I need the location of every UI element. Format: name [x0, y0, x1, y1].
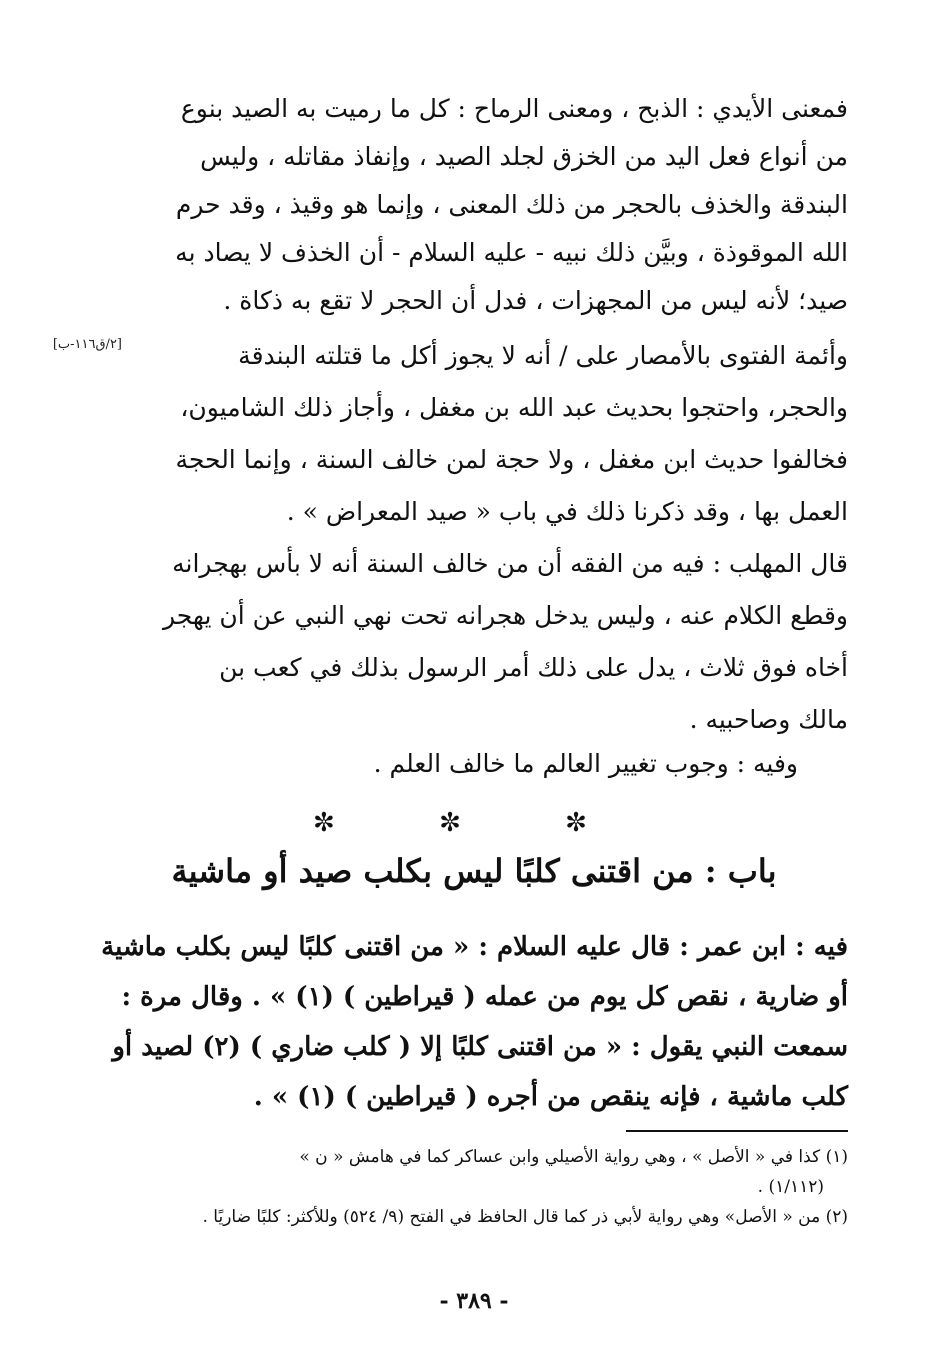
- footnote-2: (٢) من « الأصل» وهي رواية لأبي ذر كما قال الحافظ في الفتح (٩/ ٥٢٤) وللأكثر: كلبًا ضاريًا .: [202, 1207, 848, 1227]
- page-number: - ٣٨٩ -: [439, 1288, 509, 1314]
- paragraph-hunting-meaning: [128, 85, 848, 325]
- section-separator-stars: ✼ ✼ ✼: [313, 808, 635, 838]
- text-line: أو ضارية ، نقص كل يوم من عمله ( قيراطين ) (١) » . وقال مرة :: [121, 982, 848, 1012]
- text-line: أخاه فوق ثلاث ، يدل على ذلك أمر الرسول بذلك في كعب بن: [219, 653, 848, 682]
- text-line: وفيه : وجوب تغيير العالم ما خالف العلم .: [373, 749, 798, 778]
- text-line: فيه : ابن عمر : قال عليه السلام : « من اقتنى كلبًا ليس بكلب ماشية: [101, 932, 848, 962]
- text-line: الله الموقوذة ، وبيَّن ذلك نبيه - عليه السلام - أن الخذف لا يصاد به: [175, 238, 848, 267]
- text-line: سمعت النبي يقول : « من اقتنى كلبًا إلا ( كلب ضاري ) (٢) لصيد أو: [112, 1032, 848, 1062]
- text-line: البندقة والخذف بالحجر من ذلك المعنى ، وإنما هو وقيذ ، وقد حرم: [175, 190, 848, 219]
- text-line: وقطع الكلام عنه ، وليس يدخل هجرانه تحت نهي النبي عن أن يهجر: [162, 601, 848, 630]
- footnote-divider: [626, 1130, 848, 1132]
- text-line: مالك وصاحبيه .: [689, 705, 848, 734]
- text-line: وأئمة الفتوى بالأمصار على / أنه لا يجوز أكل ما قتلته البندقة: [238, 341, 848, 370]
- hadith-text: [101, 922, 848, 1122]
- paragraph-muhallab: [128, 538, 848, 746]
- text-line: قال المهلب : فيه من الفقه أن من خالف السنة أنه لا بأس بهجرانه: [172, 549, 848, 578]
- text-line: من أنواع فعل اليد من الخزق لجلد الصيد ، وإنفاذ مقاتله ، وليس: [200, 142, 848, 171]
- footnote-1-continuation: (١/١١٢) .: [757, 1177, 824, 1197]
- text-line: والحجر، واحتجوا بحديث عبد الله بن مغفل ، وأجاز ذلك الشاميون،: [180, 393, 848, 422]
- text-line: كلب ماشية ، فإنه ينقص من أجره ( قيراطين ) (١) » .: [253, 1082, 848, 1112]
- paragraph-obligation: [158, 740, 798, 788]
- manuscript-folio-reference: [٢/ق١١٦-ب]: [52, 337, 122, 352]
- text-line: العمل بها ، وقد ذكرنا ذلك في باب « صيد المعراض » .: [286, 497, 848, 526]
- footnote-1: (١) كذا في « الأصل » ، وهي رواية الأصيلي وابن عساكر كما في هامش « ن »: [299, 1147, 848, 1167]
- paragraph-imams-fatwa: [128, 330, 848, 538]
- footnotes: [128, 1142, 848, 1232]
- text-line: صيد؛ لأنه ليس من المجهزات ، فدل أن الحجر لا تقع به ذكاة .: [223, 286, 848, 315]
- text-line: فمعنى الأيدي : الذبح ، ومعنى الرماح : كل ما رميت به الصيد بنوع: [180, 94, 848, 123]
- chapter-title: باب : من اقتنى كلبًا ليس بكلب صيد أو ماشية: [171, 852, 777, 890]
- text-line: فخالفوا حديث ابن مغفل ، ولا حجة لمن خالف السنة ، وإنما الحجة: [175, 445, 848, 474]
